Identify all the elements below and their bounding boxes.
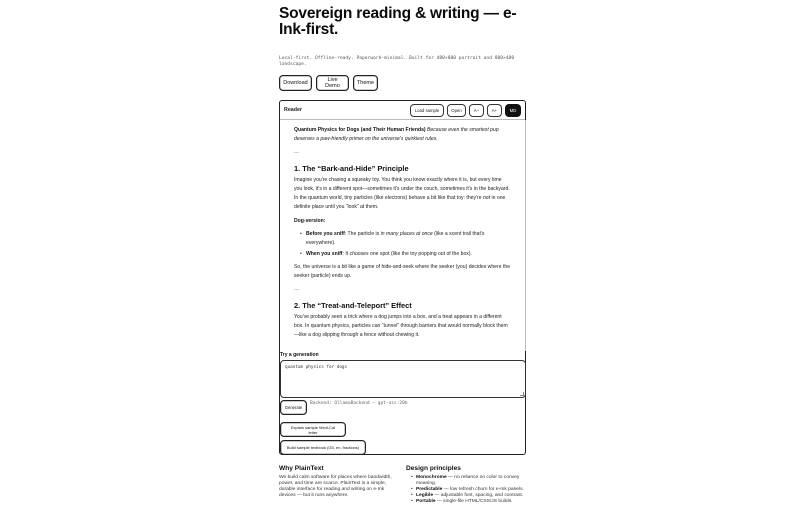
separator: --- xyxy=(294,286,299,293)
text: one spot (like the toy popping out of the box). xyxy=(368,250,472,257)
emphasis: in many places at once xyxy=(380,231,433,238)
bullet-strong: Before you sniff xyxy=(306,231,345,238)
emphasis: chooses xyxy=(349,250,369,257)
section-1-paragraph xyxy=(294,176,511,212)
section-2-paragraph: You've probably seen a trick where a dog jumps into a box, and a treat appears in a different box. In quantum physics, particles can “tunnel” through barriers that would normally block them—like a dog slipping through a fence without chewing it. xyxy=(294,313,508,338)
list-item xyxy=(411,499,526,505)
reader-header xyxy=(280,101,525,120)
section-1-heading: 1. The “Bark-and-Hide” Principle xyxy=(294,163,409,173)
reader-scroll-area[interactable] xyxy=(280,120,526,351)
text: Imagine you're chasing a squeaky toy. You think you know exactly where it is, but every time you look, it's in a different spot—sometimes it's under the couch, sometimes it's in the backyard. In the quantum world, tiny particles (like electrons) behave a bit like that toy: they're xyxy=(294,176,510,201)
principle-name: Legible xyxy=(416,493,434,498)
build-textbook-button[interactable]: Build sample textbook (G5, en, fractions) xyxy=(280,440,366,455)
principles-heading: Design principles xyxy=(406,465,461,472)
text: : The particle is xyxy=(344,231,381,238)
dog-version-label xyxy=(294,217,511,226)
bullet-strong: When you sniff xyxy=(306,250,343,257)
reader-document xyxy=(280,120,525,340)
section-1-conclusion: So, the universe is a bit like a game of hide-and-seek where the seeker (you) decides where the seeker (particle) ends up. xyxy=(294,263,511,279)
principles-list xyxy=(406,475,526,505)
emphasis: not xyxy=(482,194,491,201)
hero-title: Sovereign reading & writing — e-Ink-first. xyxy=(279,5,517,38)
hero-subtitle: Local-first. Offline-ready. Paperwork-minimal. Built for 480×800 portrait and 800×480 landscape. xyxy=(279,56,515,67)
principle-name: Monochrome xyxy=(416,475,447,480)
doc-title: Quantum Physics for Dogs (and Their Human Friends) xyxy=(294,127,426,133)
principle-desc: — low refresh churn for e-Ink panels. xyxy=(442,487,524,492)
principle-name: Predictable xyxy=(416,487,443,492)
list-item xyxy=(411,475,526,487)
principle-desc: — adjustable font, spacing, and contrast. xyxy=(433,493,524,498)
hero-actions xyxy=(279,75,378,91)
separator: --- xyxy=(294,149,299,156)
reader-label: Reader xyxy=(284,107,302,113)
download-button[interactable]: Download xyxy=(279,75,312,91)
reader-panel xyxy=(279,100,526,455)
font-decrease-button[interactable]: A− xyxy=(469,104,484,117)
doc-intro xyxy=(294,126,511,144)
list-item xyxy=(300,230,511,248)
principles-section xyxy=(406,465,526,507)
why-body: We build calm software for places where bandwidth, power, and time are scarce. PlainText is a simple, durable interface for reading and writing on e-Ink devices — but it runs anywhere. xyxy=(279,475,392,498)
principle-desc: — no reliance on color to convey meaning. xyxy=(416,475,520,486)
why-section xyxy=(279,465,399,507)
dog-version: Dog-version: xyxy=(294,217,326,224)
principle-name: Portable xyxy=(416,499,436,504)
text: in one definite place until you “look” at them. xyxy=(294,194,506,211)
generation-prompt-input[interactable] xyxy=(280,360,526,398)
text: : It xyxy=(342,250,350,257)
reader-toolbar xyxy=(410,104,521,117)
theme-button[interactable]: Theme xyxy=(353,75,378,91)
dog-version-list xyxy=(294,230,511,259)
principle-desc: — single-file HTML/CSS/JS builds. xyxy=(435,499,513,504)
prompt-value: quantum physics for dogs xyxy=(285,365,348,370)
generate-button[interactable]: Generate xyxy=(280,400,307,415)
section-2-heading: 2. The “Treat-and-Teleport” Effect xyxy=(294,300,412,310)
text: (like a scent trail that's everywhere). xyxy=(306,231,485,247)
backend-status: Backend: OllamaBackend — gpt-oss:20b xyxy=(310,401,408,406)
doc-tagline: Because even the smartest pup deserves a paw-friendly primer on the universe's quirkiest rules. xyxy=(294,127,499,143)
resize-handle-icon[interactable] xyxy=(520,392,524,396)
info-sections xyxy=(279,465,529,507)
open-button[interactable]: Open xyxy=(447,104,466,117)
explain-medical-letter-button[interactable]: Explain sample Medi-Cal letter xyxy=(280,422,346,437)
why-heading: Why PlainText xyxy=(279,465,324,472)
list-item xyxy=(300,250,511,259)
generation-label: Try a generation xyxy=(280,352,319,358)
font-increase-button[interactable]: A+ xyxy=(487,104,502,117)
load-sample-button[interactable]: Load sample xyxy=(410,104,444,117)
markdown-toggle-button[interactable]: MD xyxy=(505,104,521,117)
live-demo-button[interactable]: Live Demo xyxy=(316,75,349,91)
